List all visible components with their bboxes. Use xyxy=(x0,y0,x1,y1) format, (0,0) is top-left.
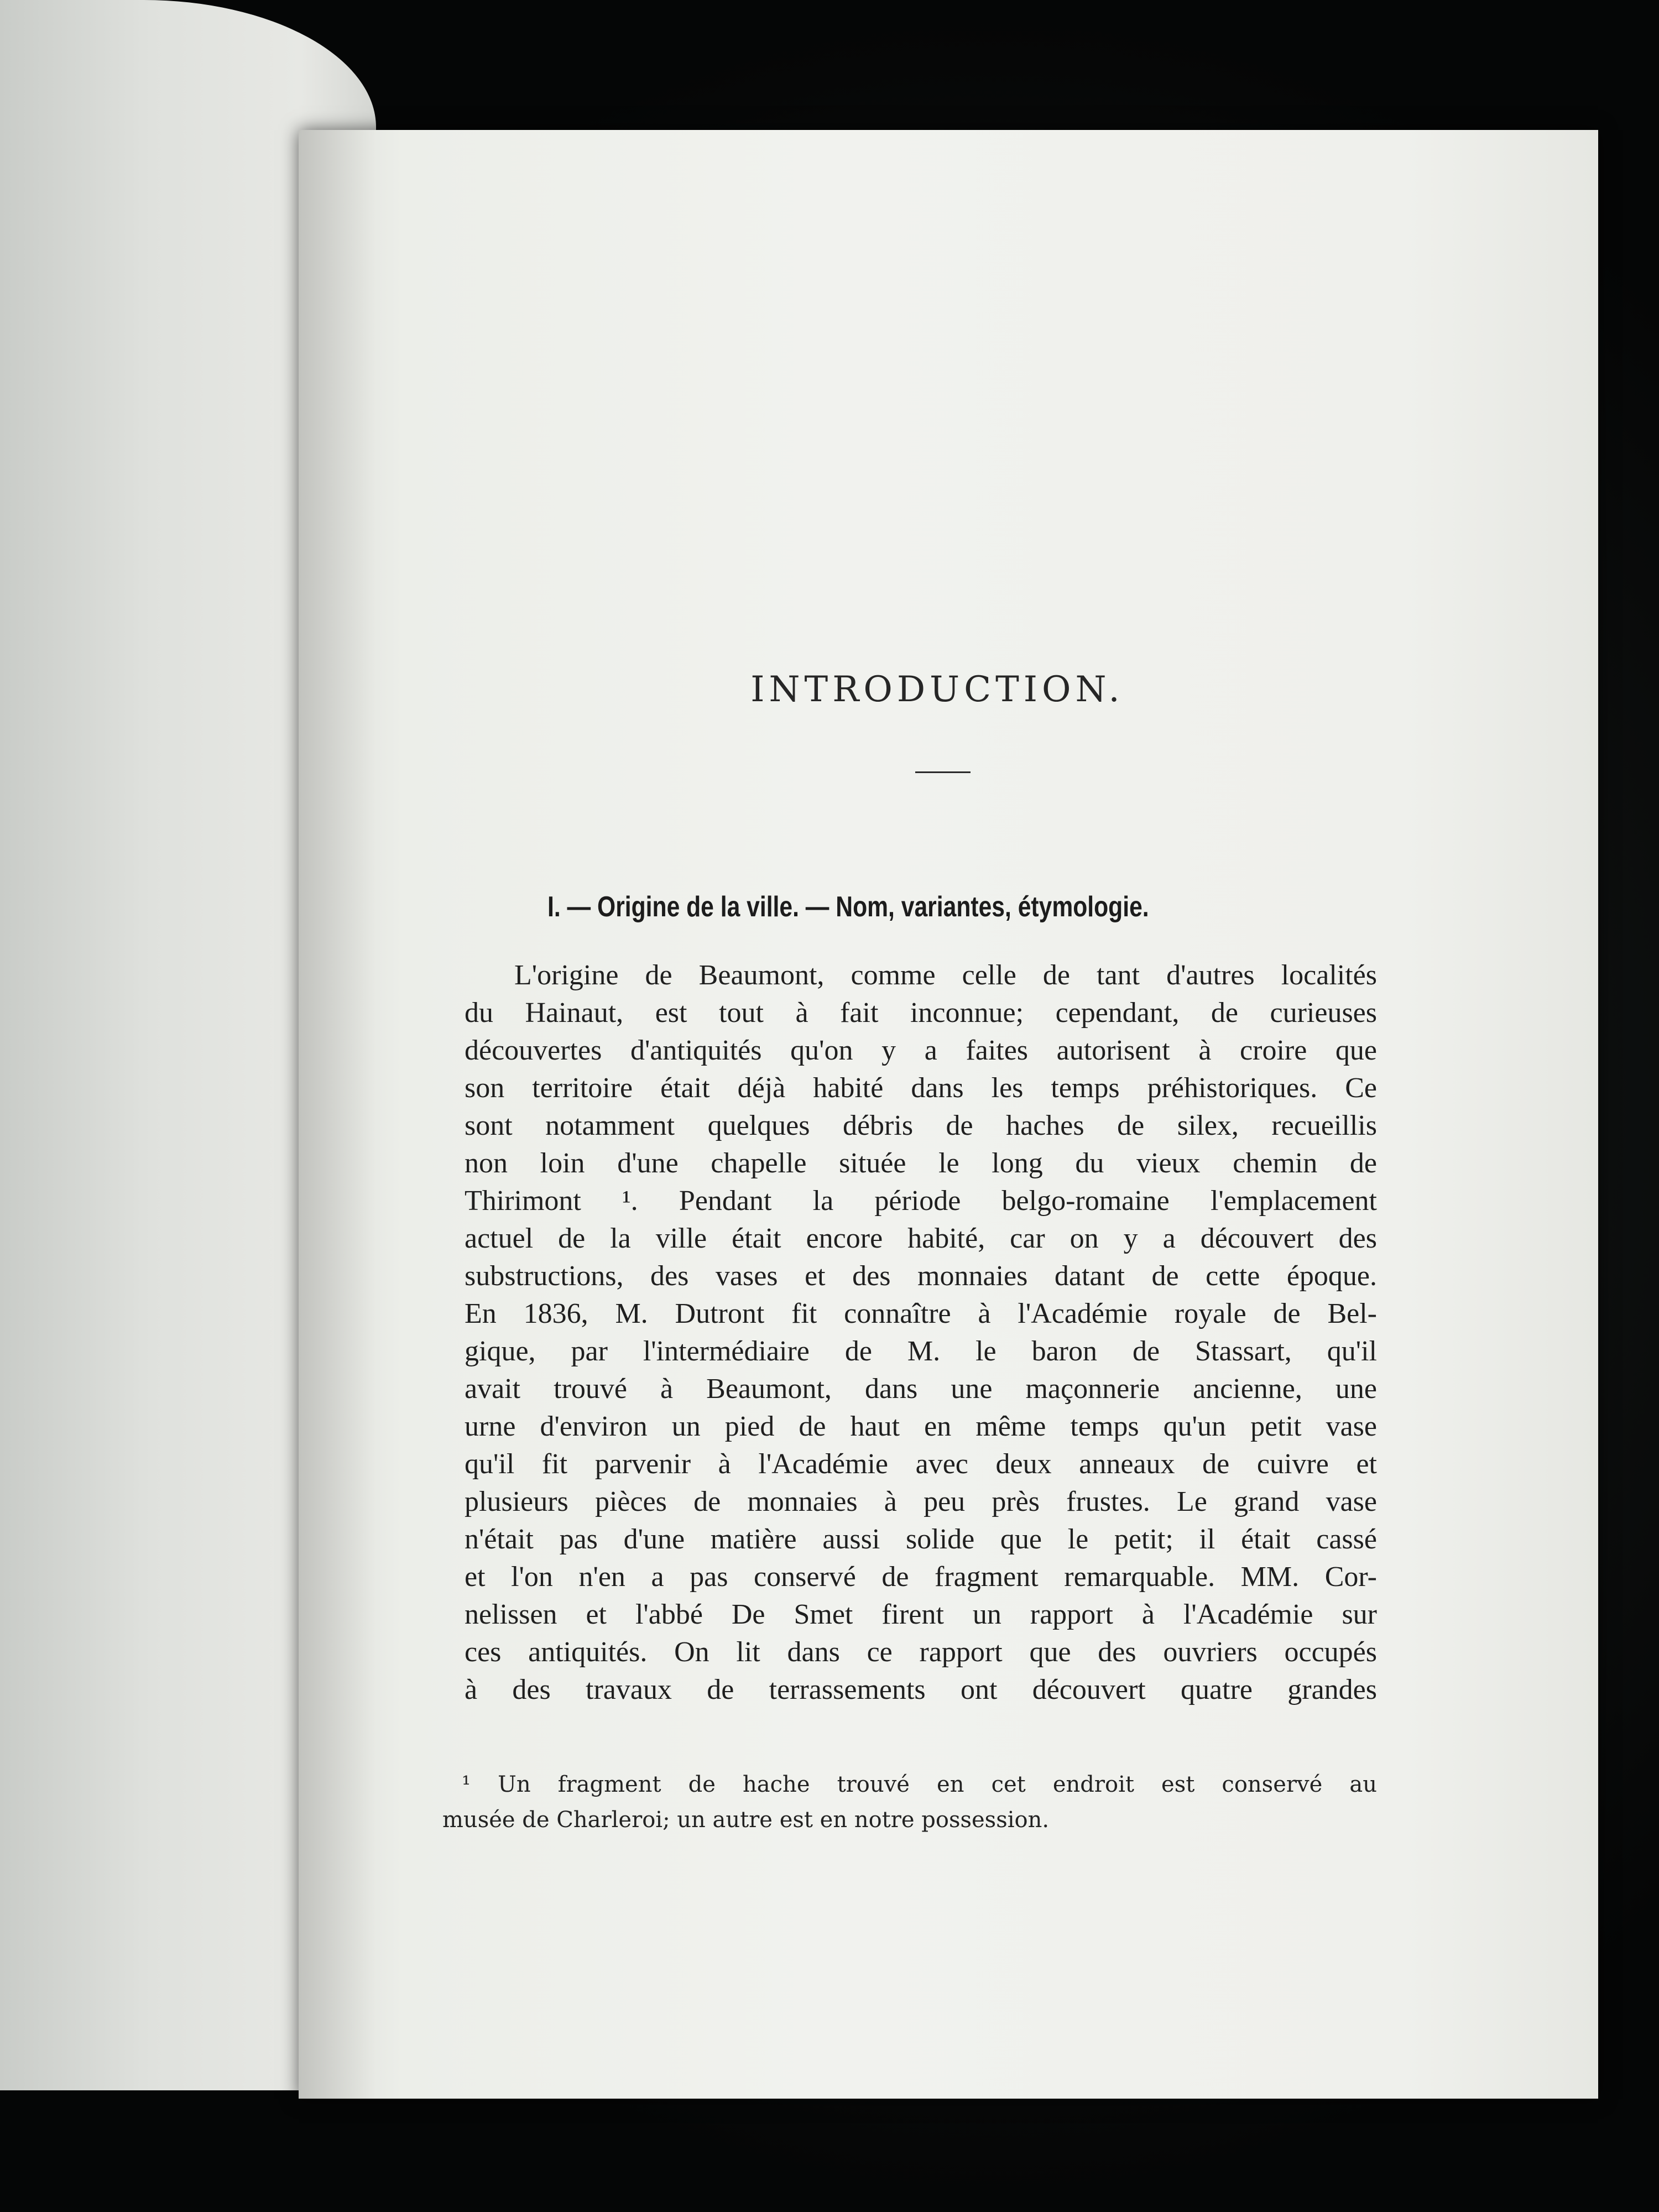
footnote-line: ¹ Un fragment de hache trouvé en cet endroit est conservé au xyxy=(462,1772,1377,1797)
body-line: qu'il fit parvenir à l'Académie avec deux anneaux de cuivre et xyxy=(465,1448,1377,1480)
body-line: nelissen et l'abbé De Smet firent un rapport à l'Académie sur xyxy=(465,1599,1377,1630)
footnote-line: musée de Charleroi; un autre est en notre possession. xyxy=(442,1807,1050,1833)
body-line: à des travaux de terrassements ont découvert quatre grandes xyxy=(465,1674,1377,1705)
body-line: actuel de la ville était encore habité, car on y a découvert des xyxy=(465,1223,1377,1254)
body-line: En 1836, M. Dutront fit connaître à l'Académie royale de Bel- xyxy=(465,1298,1377,1329)
body-line: L'origine de Beaumont, comme celle de tant d'autres localités xyxy=(514,959,1377,991)
right-page xyxy=(299,130,1598,2099)
body-line: gique, par l'intermédiaire de M. le baron de Stassart, qu'il xyxy=(465,1335,1377,1367)
body-line: et l'on n'en a pas conservé de fragment remarquable. MM. Cor- xyxy=(465,1561,1377,1593)
body-line: avait trouvé à Beaumont, dans une maçonnerie ancienne, une xyxy=(465,1373,1377,1405)
body-line: son territoire était déjà habité dans les temps préhistoriques. Ce xyxy=(465,1072,1377,1104)
section-heading: I. — Origine de la ville. — Nom, variantes, étymologie. xyxy=(547,891,1149,923)
body-line: sont notamment quelques débris de haches de silex, recueillis xyxy=(465,1110,1377,1141)
body-line: ces antiquités. On lit dans ce rapport que des ouvriers occupés xyxy=(465,1636,1377,1668)
body-line: du Hainaut, est tout à fait inconnue; cependant, de curieuses xyxy=(465,997,1377,1029)
gutter-shadow xyxy=(299,130,376,2099)
footnote xyxy=(442,1767,1377,1838)
body-line: plusieurs pièces de monnaies à peu près frustes. Le grand vase xyxy=(465,1486,1377,1517)
body-line: urne d'environ un pied de haut en même temps qu'un petit vase xyxy=(465,1411,1377,1442)
body-line: non loin d'une chapelle située le long du vieux chemin de xyxy=(465,1147,1377,1179)
body-line: substructions, des vases et des monnaies datant de cette époque. xyxy=(465,1260,1377,1292)
body-line: Thirimont ¹. Pendant la période belgo-romaine l'emplacement xyxy=(465,1185,1377,1217)
page-title: INTRODUCTION. xyxy=(750,669,1124,710)
body-line: découvertes d'antiquités qu'on y a faites autorisent à croire que xyxy=(465,1035,1377,1066)
body-paragraph xyxy=(465,957,1377,1709)
title-rule xyxy=(915,771,971,773)
body-line: n'était pas d'une matière aussi solide que le petit; il était cassé xyxy=(465,1524,1377,1555)
